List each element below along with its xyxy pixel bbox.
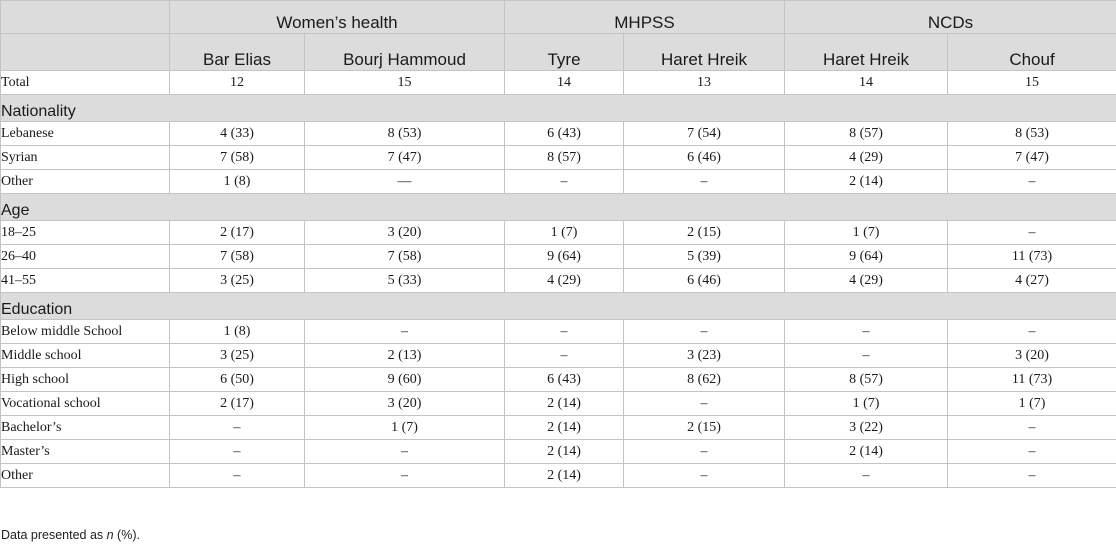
cell-value: – <box>505 170 624 194</box>
cell-value: 2 (15) <box>624 221 785 245</box>
cell-value: 11 (73) <box>948 245 1116 269</box>
cell-value: – <box>624 170 785 194</box>
cell-value: 7 (58) <box>305 245 505 269</box>
cell-value: 9 (60) <box>305 368 505 392</box>
cell-value: 11 (73) <box>948 368 1116 392</box>
cell-value: – <box>624 440 785 464</box>
table-row <box>1 368 1116 392</box>
header-corner-cell <box>1 34 170 71</box>
cell-value: 3 (23) <box>624 344 785 368</box>
cell-value: – <box>305 464 505 488</box>
table-row <box>1 71 1116 95</box>
table-row <box>1 269 1116 293</box>
cell-value: 2 (14) <box>785 440 948 464</box>
cell-value: 3 (25) <box>170 344 305 368</box>
cell-value: 6 (43) <box>505 368 624 392</box>
cell-value: 4 (29) <box>505 269 624 293</box>
cell-value: 5 (39) <box>624 245 785 269</box>
cell-value: 2 (14) <box>505 464 624 488</box>
cell-value: 9 (64) <box>505 245 624 269</box>
cell-value: 7 (47) <box>305 146 505 170</box>
cell-value: 15 <box>305 71 505 95</box>
cell-value: 2 (13) <box>305 344 505 368</box>
cell-value: 1 (8) <box>170 320 305 344</box>
cell-value: 9 (64) <box>785 245 948 269</box>
cell-value: 12 <box>170 71 305 95</box>
cell-value: 2 (15) <box>624 416 785 440</box>
row-label: 18–25 <box>1 221 170 245</box>
site-header: Bar Elias <box>170 34 305 71</box>
site-header: Haret Hreik <box>624 34 785 71</box>
table-row <box>1 440 1116 464</box>
cell-value: 2 (14) <box>505 416 624 440</box>
row-label: Lebanese <box>1 122 170 146</box>
row-label: Bachelor’s <box>1 416 170 440</box>
cell-value: 2 (14) <box>505 392 624 416</box>
section-label: Education <box>1 293 1116 320</box>
cell-value: – <box>170 464 305 488</box>
cell-value: – <box>948 440 1116 464</box>
section-row <box>1 194 1116 221</box>
cell-value: 5 (33) <box>305 269 505 293</box>
cell-value: 7 (54) <box>624 122 785 146</box>
cell-value: 2 (17) <box>170 221 305 245</box>
footnote-prefix: Data presented as <box>1 528 107 542</box>
row-label: Middle school <box>1 344 170 368</box>
cell-value: – <box>948 464 1116 488</box>
cell-value: 2 (14) <box>505 440 624 464</box>
cell-value: 2 (17) <box>170 392 305 416</box>
row-label: Syrian <box>1 146 170 170</box>
table-footnote <box>1 528 140 542</box>
cell-value: 4 (27) <box>948 269 1116 293</box>
footnote-suffix: (%). <box>113 528 140 542</box>
row-label: Other <box>1 170 170 194</box>
cell-value: – <box>948 221 1116 245</box>
cell-value: 7 (58) <box>170 245 305 269</box>
section-label: Nationality <box>1 95 1116 122</box>
group-header: NCDs <box>785 1 1116 34</box>
cell-value: 15 <box>948 71 1116 95</box>
table-row <box>1 416 1116 440</box>
cell-value: 3 (20) <box>948 344 1116 368</box>
cell-value: 1 (7) <box>785 392 948 416</box>
group-header: MHPSS <box>505 1 785 34</box>
cell-value: – <box>948 170 1116 194</box>
site-header: Chouf <box>948 34 1116 71</box>
section-row <box>1 293 1116 320</box>
row-label: 26–40 <box>1 245 170 269</box>
table-row <box>1 146 1116 170</box>
cell-value: – <box>785 464 948 488</box>
cell-value: 7 (58) <box>170 146 305 170</box>
cell-value: 13 <box>624 71 785 95</box>
table-row <box>1 170 1116 194</box>
cell-value: – <box>948 416 1116 440</box>
row-label: High school <box>1 368 170 392</box>
row-label: Other <box>1 464 170 488</box>
cell-value: 14 <box>505 71 624 95</box>
row-label: Total <box>1 71 170 95</box>
cell-value: – <box>505 344 624 368</box>
cell-value: – <box>505 320 624 344</box>
cell-value: – <box>624 392 785 416</box>
cell-value: 6 (50) <box>170 368 305 392</box>
table-row <box>1 464 1116 488</box>
cell-value: 4 (29) <box>785 269 948 293</box>
cell-value: – <box>785 320 948 344</box>
table-row <box>1 221 1116 245</box>
cell-value: – <box>948 320 1116 344</box>
cell-value: — <box>305 170 505 194</box>
table-body <box>1 71 1116 488</box>
cell-value: 3 (22) <box>785 416 948 440</box>
table-row <box>1 344 1116 368</box>
cell-value: 1 (7) <box>785 221 948 245</box>
cell-value: 3 (25) <box>170 269 305 293</box>
table-row <box>1 320 1116 344</box>
cell-value: 8 (57) <box>785 368 948 392</box>
table-row <box>1 392 1116 416</box>
header-corner-cell <box>1 1 170 34</box>
cell-value: – <box>785 344 948 368</box>
section-row <box>1 95 1116 122</box>
cell-value: – <box>170 440 305 464</box>
cell-value: 8 (57) <box>505 146 624 170</box>
cell-value: – <box>170 416 305 440</box>
cell-value: 1 (7) <box>305 416 505 440</box>
cell-value: 6 (46) <box>624 146 785 170</box>
cell-value: 8 (57) <box>785 122 948 146</box>
cell-value: – <box>305 320 505 344</box>
cell-value: 8 (53) <box>948 122 1116 146</box>
site-header: Haret Hreik <box>785 34 948 71</box>
site-header: Bourj Hammoud <box>305 34 505 71</box>
cell-value: 2 (14) <box>785 170 948 194</box>
cell-value: 8 (53) <box>305 122 505 146</box>
cell-value: 3 (20) <box>305 221 505 245</box>
cell-value: 3 (20) <box>305 392 505 416</box>
cell-value: 1 (7) <box>948 392 1116 416</box>
site-header-row <box>1 34 1116 71</box>
footnote-italic-n: n <box>106 528 114 542</box>
cell-value: 8 (62) <box>624 368 785 392</box>
cell-value: 4 (29) <box>785 146 948 170</box>
row-label: Master’s <box>1 440 170 464</box>
cell-value: 7 (47) <box>948 146 1116 170</box>
row-label: Below middle School <box>1 320 170 344</box>
section-label: Age <box>1 194 1116 221</box>
table-row <box>1 245 1116 269</box>
cell-value: 6 (43) <box>505 122 624 146</box>
cell-value: 1 (7) <box>505 221 624 245</box>
cell-value: 1 (8) <box>170 170 305 194</box>
cell-value: – <box>305 440 505 464</box>
table-row <box>1 122 1116 146</box>
row-label: Vocational school <box>1 392 170 416</box>
site-header: Tyre <box>505 34 624 71</box>
row-label: 41–55 <box>1 269 170 293</box>
group-header: Women’s health <box>170 1 505 34</box>
cell-value: 4 (33) <box>170 122 305 146</box>
cell-value: 14 <box>785 71 948 95</box>
cell-value: 6 (46) <box>624 269 785 293</box>
cell-value: – <box>624 320 785 344</box>
group-header-row <box>1 1 1116 34</box>
cell-value: – <box>624 464 785 488</box>
